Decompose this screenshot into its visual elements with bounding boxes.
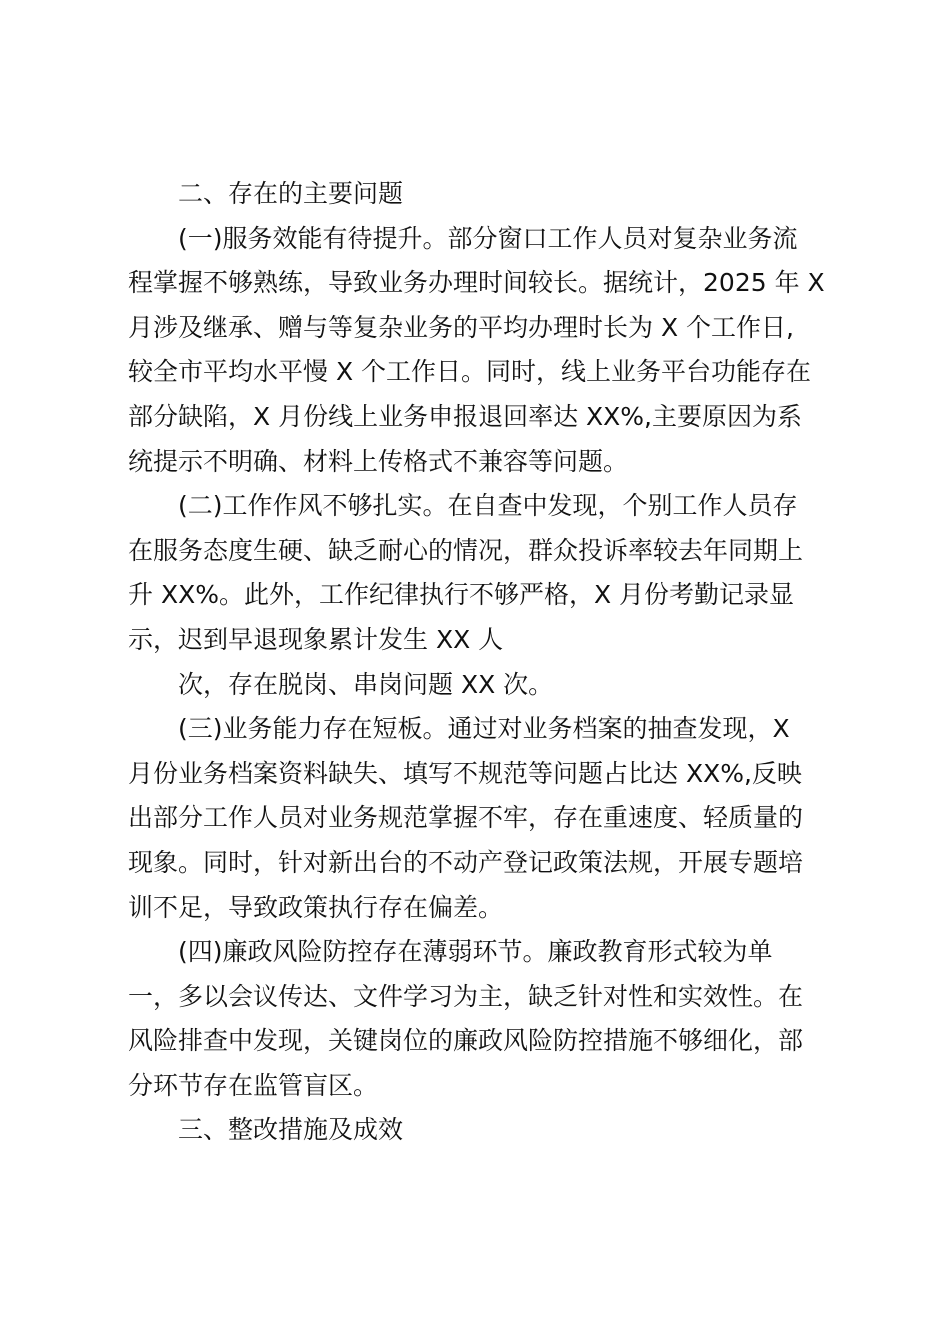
paragraph-line: 部分缺陷，X 月份线上业务申报退回率达 XX%,主要原因为系 [128,401,802,431]
paragraph-line: 现象。同时，针对新出台的不动产登记政策法规，开展专题培 [128,847,804,877]
paragraph-line: 较全市平均水平慢 X 个工作日。同时，线上业务平台功能存在 [128,357,812,387]
paragraph-line: 统提示不明确、材料上传格式不兼容等问题。 [128,446,629,476]
paragraph-line: 出部分工作人员对业务规范掌握不牢，存在重速度、轻质量的 [128,803,804,833]
paragraph-line: 升 XX%。此外，工作纪律执行不够严格，X 月份考勤记录显 [128,580,795,610]
paragraph-line: (二)工作作风不够扎实。在自查中发现，个别工作人员存 [178,491,798,521]
paragraph-line: (四)廉政风险防控存在薄弱环节。廉政教育形式较为单 [178,937,773,967]
paragraph-line: 分环节存在监管盲区。 [128,1070,379,1100]
paragraph-line: 月涉及继承、赠与等复杂业务的平均办理时长为 X 个工作日, [128,312,794,342]
paragraph-line: 程掌握不够熟练，导致业务办理时间较长。据统计，2025 年 X [128,268,825,298]
paragraph-line: 一，多以会议传达、文件学习为主，缺乏针对性和实效性。在 [128,981,804,1011]
paragraph-line: 训不足，导致政策执行存在偏差。 [128,892,504,922]
paragraph-line: 风险排查中发现，关键岗位的廉政风险防控措施不够细化，部 [128,1026,804,1056]
paragraph-line: 月份业务档案资料缺失、填写不规范等问题占比达 XX%,反映 [128,758,802,788]
document-body [128,172,828,1153]
section-heading-problems: 二、存在的主要问题 [178,179,404,208]
paragraph-line: 示，迟到早退现象累计发生 XX 人 [128,624,504,654]
paragraph-line: 次，存在脱岗、串岗问题 XX 次。 [178,669,554,699]
paragraph-line: (一)服务效能有待提升。部分窗口工作人员对复杂业务流 [178,223,798,253]
section-heading-measures: 三、整改措施及成效 [178,1115,404,1145]
paragraph-line: 在服务态度生硬、缺乏耐心的情况，群众投诉率较去年同期上 [128,535,804,565]
paragraph-line: (三)业务能力存在短板。通过对业务档案的抽查发现，X [178,714,790,744]
